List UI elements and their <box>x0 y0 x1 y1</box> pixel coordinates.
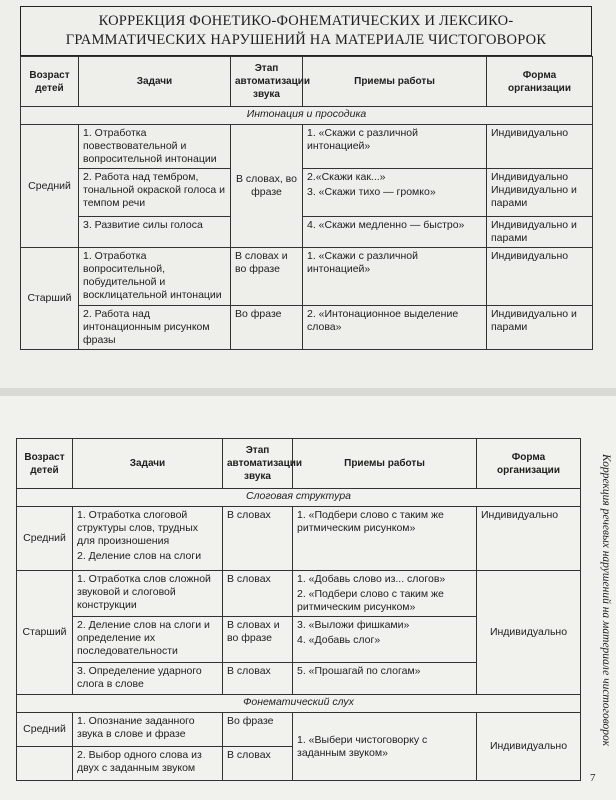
task-cell: 3. Определение ударного слога в слове <box>73 663 223 695</box>
header-methods: Приемы работы <box>303 57 487 107</box>
running-header-vertical: Коррекция речевых нарушений на материале чистоговорок <box>600 453 612 747</box>
form-cell: Индивидуально Индивидуально и парами <box>487 169 593 217</box>
table-row <box>17 507 581 571</box>
header-tasks: Задачи <box>79 57 231 107</box>
form-cell: Индивидуально <box>477 507 581 571</box>
age-cell: Средний <box>21 125 79 248</box>
stage-cell: В словах <box>223 747 293 781</box>
page-title-line-1: КОРРЕКЦИЯ ФОНЕТИКО-ФОНЕМАТИЧЕСКИХ И ЛЕКСИКО- <box>98 13 514 29</box>
header-age: Возраст детей <box>17 439 73 489</box>
task-cell: 1. Отработка вопросительной, побудительной и восклицательной интонации <box>79 248 231 306</box>
section-row <box>17 489 581 507</box>
age-cell-empty <box>17 747 73 781</box>
method-cell: 2. «Интонационное выделение слова» <box>303 306 487 350</box>
method-item: 2. «Подбери слово с таким же ритмическим рисунком» <box>297 588 444 613</box>
method-item: 1. «Добавь слово из... слогов» <box>297 573 446 585</box>
section-intonation: Интонация и просодика <box>21 107 593 125</box>
task-cell <box>73 507 223 571</box>
age-cell: Средний <box>17 507 73 571</box>
method-item: 2.«Скажи как...» <box>307 171 386 183</box>
header-age: Возраст детей <box>21 57 79 107</box>
header-form: Форма организации <box>477 439 581 489</box>
section-phonemic: Фонематический слух <box>17 695 581 713</box>
table-row <box>21 217 593 248</box>
method-cell <box>303 169 487 217</box>
age-cell: Старший <box>21 248 79 350</box>
stage-cell: Во фразе <box>231 306 303 350</box>
form-cell: Индивидуально <box>477 571 581 695</box>
table-row <box>21 306 593 350</box>
section-row <box>21 107 593 125</box>
page-title-line-2: ГРАММАТИЧЕСКИХ НАРУШЕНИЙ НА МАТЕРИАЛЕ ЧИСТОГОВОРОК <box>65 32 547 48</box>
table-row <box>21 248 593 306</box>
age-cell: Старший <box>17 571 73 695</box>
table-row <box>17 713 581 747</box>
method-cell: 1. «Подбери слово с таким же ритмическим рисунком» <box>293 507 477 571</box>
method-item: 4. «Добавь слог» <box>297 634 381 646</box>
task-cell: 1. Отработка слов сложной звуковой и слоговой конструкции <box>73 571 223 617</box>
task-cell: 1. Опознание заданного звука в слове и фразе <box>73 713 223 747</box>
syllable-phonemic-table <box>16 438 581 781</box>
header-methods: Приемы работы <box>293 439 477 489</box>
table-row <box>21 169 593 217</box>
form-cell: Индивидуально и парами <box>487 306 593 350</box>
top-page <box>0 0 616 388</box>
stage-cell: В словах и во фразе <box>231 248 303 306</box>
stage-cell: В словах и во фразе <box>223 617 293 663</box>
method-cell: 5. «Прошагай по слогам» <box>293 663 477 695</box>
stage-cell: В словах, во фразе <box>231 125 303 248</box>
section-syllable: Слоговая структура <box>17 489 581 507</box>
page-number: 7 <box>590 772 596 784</box>
age-cell: Средний <box>17 713 73 747</box>
method-item: 3. «Скажи тихо — громко» <box>307 186 436 198</box>
form-cell: Индивидуально и парами <box>487 217 593 248</box>
task-cell: 2. Выбор одного слова из двух с заданным звуком <box>73 747 223 781</box>
task-cell: 2. Работа над тембром, тональной окраской голоса и темпом речи <box>79 169 231 217</box>
stage-cell: Во фразе <box>223 713 293 747</box>
method-cell: 1. «Скажи с различной интонацией» <box>303 248 487 306</box>
table-header-row <box>21 57 593 107</box>
method-cell <box>293 571 477 617</box>
header-tasks: Задачи <box>73 439 223 489</box>
form-cell: Индивидуально <box>487 125 593 169</box>
section-row <box>17 695 581 713</box>
method-cell: 1. «Выбери чистоговорку с заданным звуком» <box>293 713 477 781</box>
table-header-row <box>17 439 581 489</box>
task-item: 2. Деление слов на слоги <box>77 550 202 562</box>
stage-cell: В словах <box>223 507 293 571</box>
form-cell: Индивидуально <box>487 248 593 306</box>
method-cell <box>293 617 477 663</box>
form-cell: Индивидуально <box>477 713 581 781</box>
intonation-table <box>20 56 593 350</box>
page-title-box <box>20 6 592 56</box>
task-cell: 1. Отработка повествовательной и вопросительной интонации <box>79 125 231 169</box>
task-cell: 3. Развитие силы голоса <box>79 217 231 248</box>
method-cell: 1. «Скажи с различной интонацией» <box>303 125 487 169</box>
header-form: Форма организации <box>487 57 593 107</box>
method-item: 3. «Выложи фишками» <box>297 619 410 631</box>
stage-cell: В словах <box>223 571 293 617</box>
task-cell: 2. Работа над интонационным рисунком фразы <box>79 306 231 350</box>
stage-cell: В словах <box>223 663 293 695</box>
header-stage: Этап автоматизации звука <box>223 439 293 489</box>
header-stage: Этап автоматизации звука <box>231 57 303 107</box>
table-row <box>17 571 581 617</box>
task-cell: 2. Деление слов на слоги и определение их последовательности <box>73 617 223 663</box>
method-cell: 4. «Скажи медленно — быстро» <box>303 217 487 248</box>
task-item: 1. Отработка слоговой структуры слов, трудных для произношения <box>77 509 199 547</box>
table-row <box>21 125 593 169</box>
